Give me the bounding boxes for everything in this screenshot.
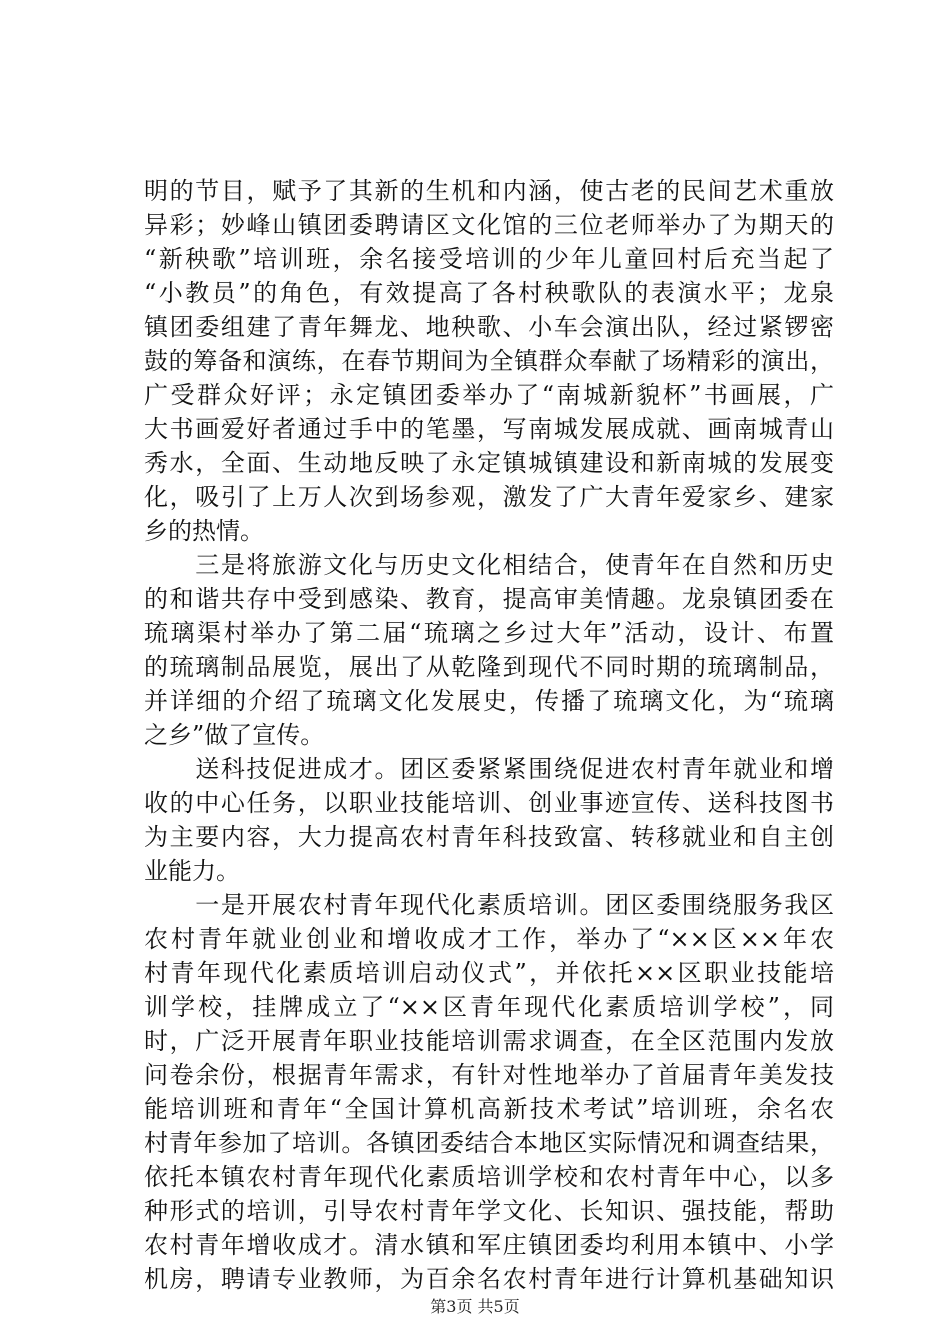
text-line: 机房，聘请专业教师，为百余名农村青年进行计算机基础知识 bbox=[144, 1265, 834, 1293]
body-text bbox=[144, 174, 834, 1296]
text-line: 镇团委组建了青年舞龙、地秧歌、小车会演出队，经过紧锣密 bbox=[144, 313, 834, 341]
text-line: 为主要内容，大力提高农村青年科技致富、转移就业和自主创 bbox=[144, 823, 834, 851]
text-line: 农村青年增收成才。清水镇和军庄镇团委均利用本镇中、小学 bbox=[144, 1231, 834, 1259]
text-line: 乡的热情。 bbox=[144, 517, 264, 545]
text-line: 种形式的培训，引导农村青年学文化、长知识、强技能，帮助 bbox=[144, 1197, 834, 1225]
text-line: 大书画爱好者通过手中的笔墨，写南城发展成就、画南城青山 bbox=[144, 415, 834, 443]
text-line: “小教员”的角色，有效提高了各村秧歌队的表演水平；龙泉 bbox=[144, 279, 834, 307]
text-line: 的和谐共存中受到感染、教育，提高审美情趣。龙泉镇团委在 bbox=[144, 585, 834, 613]
text-line: 问卷余份，根据青年需求，有针对性地举办了首届青年美发技 bbox=[144, 1061, 834, 1089]
text-line: “新秧歌”培训班，余名接受培训的少年儿童回村后充当起了 bbox=[144, 245, 834, 273]
text-line: 明的节目，赋予了其新的生机和内涵，使古老的民间艺术重放 bbox=[144, 177, 834, 205]
text-line: 收的中心任务，以职业技能培训、创业事迹宣传、送科技图书 bbox=[144, 789, 834, 817]
text-line: 广受群众好评；永定镇团委举办了“南城新貌杯”书画展，广 bbox=[144, 381, 834, 409]
text-line: 农村青年就业创业和增收成才工作，举办了“××区××年农 bbox=[144, 925, 834, 953]
text-line: 训学校，挂牌成立了“××区青年现代化素质培训学校”，同 bbox=[144, 993, 834, 1021]
text-line: 送科技促进成才。团区委紧紧围绕促进农村青年就业和增 bbox=[144, 755, 834, 783]
text-line: 鼓的筹备和演练，在春节期间为全镇群众奉献了场精彩的演出， bbox=[144, 347, 834, 375]
text-line: 业能力。 bbox=[144, 857, 240, 885]
text-line: 时，广泛开展青年职业技能培训需求调查，在全区范围内发放 bbox=[144, 1027, 834, 1055]
text-line: 并详细的介绍了琉璃文化发展史，传播了琉璃文化，为“琉璃 bbox=[144, 687, 834, 715]
text-line: 之乡”做了宣传。 bbox=[144, 721, 325, 749]
text-line: 村青年现代化素质培训启动仪式”，并依托××区职业技能培 bbox=[144, 959, 834, 987]
text-line: 化，吸引了上万人次到场参观，激发了广大青年爱家乡、建家 bbox=[144, 483, 834, 511]
text-line: 三是将旅游文化与历史文化相结合，使青年在自然和历史 bbox=[144, 551, 834, 579]
text-line: 能培训班和青年“全国计算机高新技术考试”培训班，余名农 bbox=[144, 1095, 834, 1123]
page-number-footer: 第3页 共5页 bbox=[430, 1297, 520, 1316]
text-line: 的琉璃制品展览，展出了从乾隆到现代不同时期的琉璃制品， bbox=[144, 653, 834, 681]
text-line: 依托本镇农村青年现代化素质培训学校和农村青年中心，以多 bbox=[144, 1163, 834, 1191]
text-line: 秀水，全面、生动地反映了永定镇城镇建设和新南城的发展变 bbox=[144, 449, 834, 477]
text-line: 一是开展农村青年现代化素质培训。团区委围绕服务我区 bbox=[144, 891, 834, 919]
text-line: 异彩；妙峰山镇团委聘请区文化馆的三位老师举办了为期天的 bbox=[144, 211, 834, 239]
text-line: 琉璃渠村举办了第二届“琉璃之乡过大年”活动，设计、布置 bbox=[144, 619, 834, 647]
text-line: 村青年参加了培训。各镇团委结合本地区实际情况和调查结果， bbox=[144, 1129, 834, 1157]
